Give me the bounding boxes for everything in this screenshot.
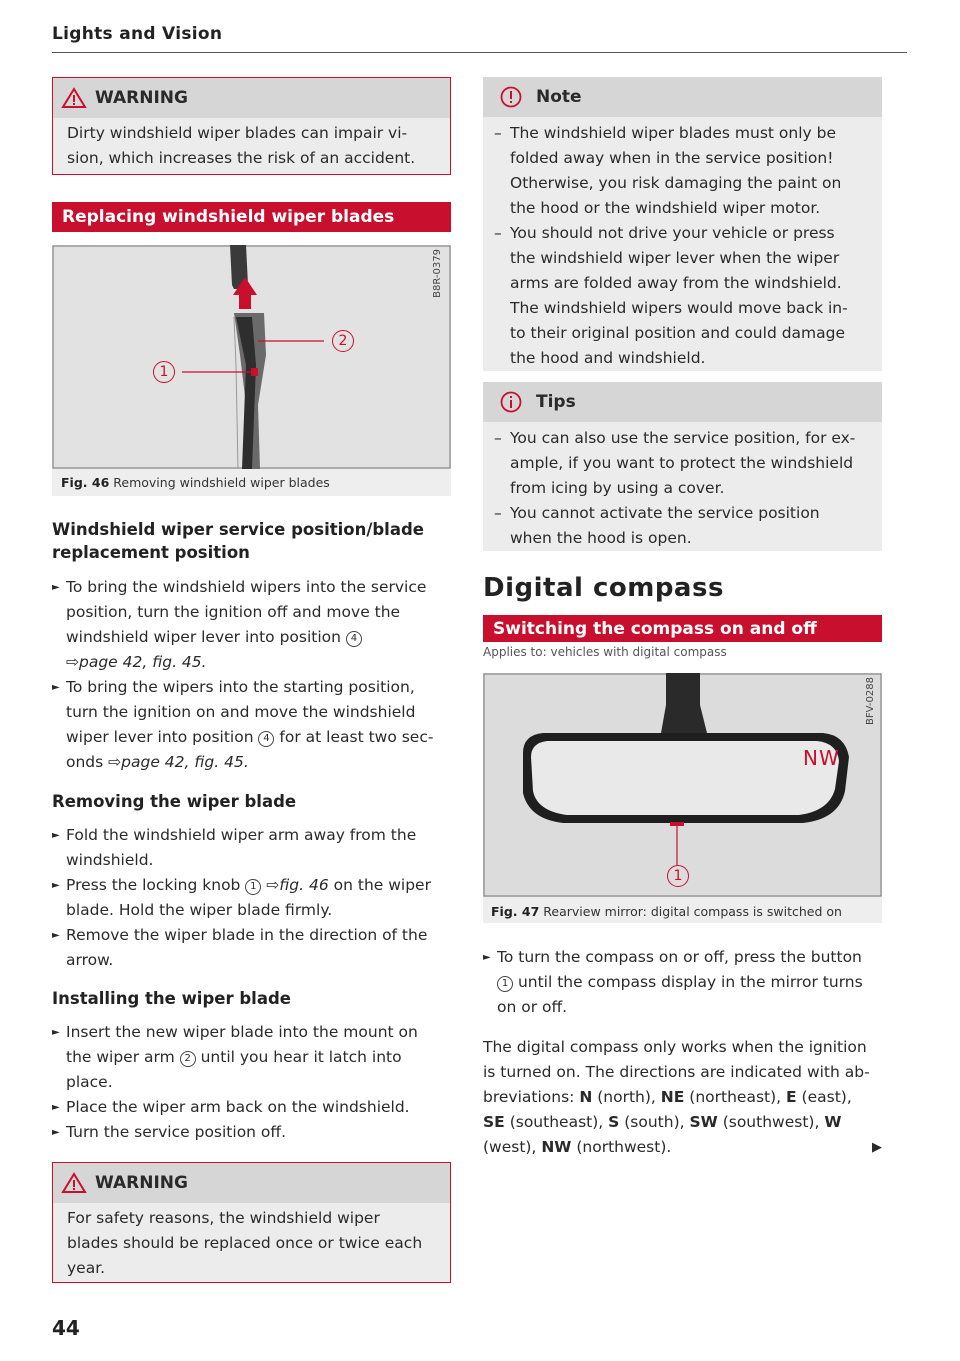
warning-line: sion, which increases the risk of an accident. — [67, 149, 416, 167]
list-item: ► Turn the service position off. — [52, 1120, 451, 1145]
note-header — [483, 77, 882, 117]
subheading: Installing the wiper blade — [52, 989, 291, 1008]
warning-triangle-icon — [61, 1172, 87, 1194]
list-item: ► Place the wiper arm back on the windshield. — [52, 1095, 451, 1120]
page-number: 44 — [52, 1316, 80, 1340]
direction-abbr: NE — [660, 1088, 685, 1106]
compass-display: NW — [803, 746, 840, 770]
direction-abbr: NW — [541, 1138, 572, 1156]
note-exclamation-icon — [500, 86, 522, 108]
chapter-section-title: Digital compass — [483, 573, 724, 603]
warning-line: blades should be replaced once or twice each — [67, 1234, 423, 1252]
list-item: ► To bring the windshield wipers into the service position, turn the ignition off and move the windshield wiper lever into position 4 ⇨page 42, fig. 45. — [52, 575, 451, 675]
list-item: ► Press the locking knob 1 ⇨fig. 46 on the wiper blade. Hold the wiper blade firmly. — [52, 873, 451, 923]
section-title: Replacing windshield wiper blades — [62, 207, 395, 227]
chapter-title: Lights and Vision — [52, 24, 223, 44]
callout-1: 1 — [667, 865, 689, 887]
applies-to: Applies to: vehicles with digital compass — [483, 645, 727, 659]
figure-reference-link[interactable]: fig. 46 — [279, 876, 329, 894]
warning-title: WARNING — [95, 1173, 188, 1193]
list-item: – The windshield wiper blades must only be folded away when in the service position! Otherwise, you risk damaging the paint on the hood or the windshield wiper motor. — [483, 121, 882, 221]
tips-header — [483, 382, 882, 422]
warning-header — [53, 78, 450, 118]
note-box — [483, 77, 882, 371]
direction-abbr: SE — [483, 1113, 505, 1131]
list-item: ► To bring the wipers into the starting position, turn the ignition on and move the windshield wiper lever into position 4 for at least two sec- onds ⇨page 42, fig. 45. — [52, 675, 451, 775]
callout-1: 1 — [153, 361, 175, 383]
subheading: replacement position — [52, 543, 250, 562]
caption-text: Rearview mirror: digital compass is switched on — [543, 904, 842, 919]
warning-title: WARNING — [95, 88, 188, 108]
caption-number: Fig. 47 — [491, 904, 540, 919]
warning-box-1 — [52, 77, 451, 175]
caption-text: Removing windshield wiper blades — [113, 475, 330, 490]
list-item: ► Fold the windshield wiper arm away from the windshield. — [52, 823, 451, 873]
position-4-symbol: 4 — [346, 631, 362, 647]
section-title: Switching the compass on and off — [493, 618, 817, 639]
list-item: ► Remove the wiper blade in the direction of the arrow. — [52, 923, 451, 973]
compass-description: The digital compass only works when the ignition is turned on. The directions are indicated with ab- breviations: N (north), NE (northeast), E (east), SE (southeast), S (south), SW (southwest), W (west), NW (northwest). ▶ — [483, 1035, 882, 1160]
figure-caption — [61, 475, 330, 490]
warning-triangle-icon — [61, 87, 87, 109]
cross-reference-arrow-icon: ⇨ — [66, 653, 79, 671]
warning-line: For safety reasons, the windshield wiper — [67, 1209, 380, 1227]
removing-steps — [52, 823, 451, 973]
cross-reference-arrow-icon: ⇨ — [108, 753, 122, 771]
wiper-blade-illustration — [52, 245, 451, 469]
tips-box — [483, 382, 882, 551]
installing-steps — [52, 1020, 451, 1145]
page-reference-link[interactable]: page 42, fig. 45. — [79, 653, 207, 671]
caption-number: Fig. 46 — [61, 475, 110, 490]
wiper-arm-symbol: 2 — [180, 1051, 196, 1067]
list-item: – You should not drive your vehicle or press the windshield wiper lever when the wiper arms are folded away from the windshield. The windshield wipers would move back in- to their original position and could damage the hood and windshield. — [483, 221, 882, 371]
warning-header — [53, 1163, 450, 1203]
figure-code: BFV-0288 — [865, 677, 876, 725]
figure-46 — [52, 245, 451, 496]
left-column — [52, 77, 451, 1283]
direction-abbr: N — [579, 1088, 593, 1106]
direction-abbr: S — [608, 1113, 620, 1131]
compass-button-symbol: 1 — [497, 976, 513, 992]
cross-reference-arrow-icon: ⇨ — [266, 876, 280, 894]
list-item: ► To turn the compass on or off, press the button 1 until the compass display in the mirror turns on or off. — [483, 945, 882, 1020]
figure-code: B8R-0379 — [432, 249, 443, 298]
section-title-bar — [52, 202, 451, 232]
warning-line: year. — [67, 1259, 106, 1277]
right-column — [483, 77, 882, 1160]
locking-knob-symbol: 1 — [245, 879, 261, 895]
direction-abbr: SW — [689, 1113, 718, 1131]
tips-title: Tips — [536, 392, 576, 412]
section-title-bar — [483, 615, 882, 642]
page-reference-link[interactable]: page 42, fig. 45. — [121, 753, 249, 771]
note-title: Note — [536, 87, 582, 107]
rearview-mirror-illustration — [483, 673, 882, 897]
list-item: – You can also use the service position, for ex- ample, if you want to protect the windshield from icing by using a cover. — [483, 426, 882, 501]
position-4-symbol: 4 — [258, 731, 274, 747]
continue-arrow-icon: ▶ — [872, 1140, 882, 1155]
subheading: Windshield wiper service position/blade — [52, 520, 424, 539]
figure-caption — [491, 904, 842, 919]
subheading: Removing the wiper blade — [52, 792, 297, 811]
info-icon — [500, 391, 522, 413]
service-position-section — [52, 518, 451, 564]
warning-box-2 — [52, 1162, 451, 1283]
list-item: – You cannot activate the service position when the hood is open. — [483, 501, 882, 551]
list-item: ► Insert the new wiper blade into the mount on the wiper arm 2 until you hear it latch into place. — [52, 1020, 451, 1095]
service-position-steps — [52, 575, 451, 775]
direction-abbr: E — [786, 1088, 797, 1106]
callout-2: 2 — [332, 330, 354, 352]
direction-abbr: W — [824, 1113, 842, 1131]
compass-steps — [483, 945, 882, 1020]
warning-line: Dirty windshield wiper blades can impair vi- — [67, 124, 408, 142]
page-header — [52, 24, 907, 53]
figure-47 — [483, 673, 882, 923]
